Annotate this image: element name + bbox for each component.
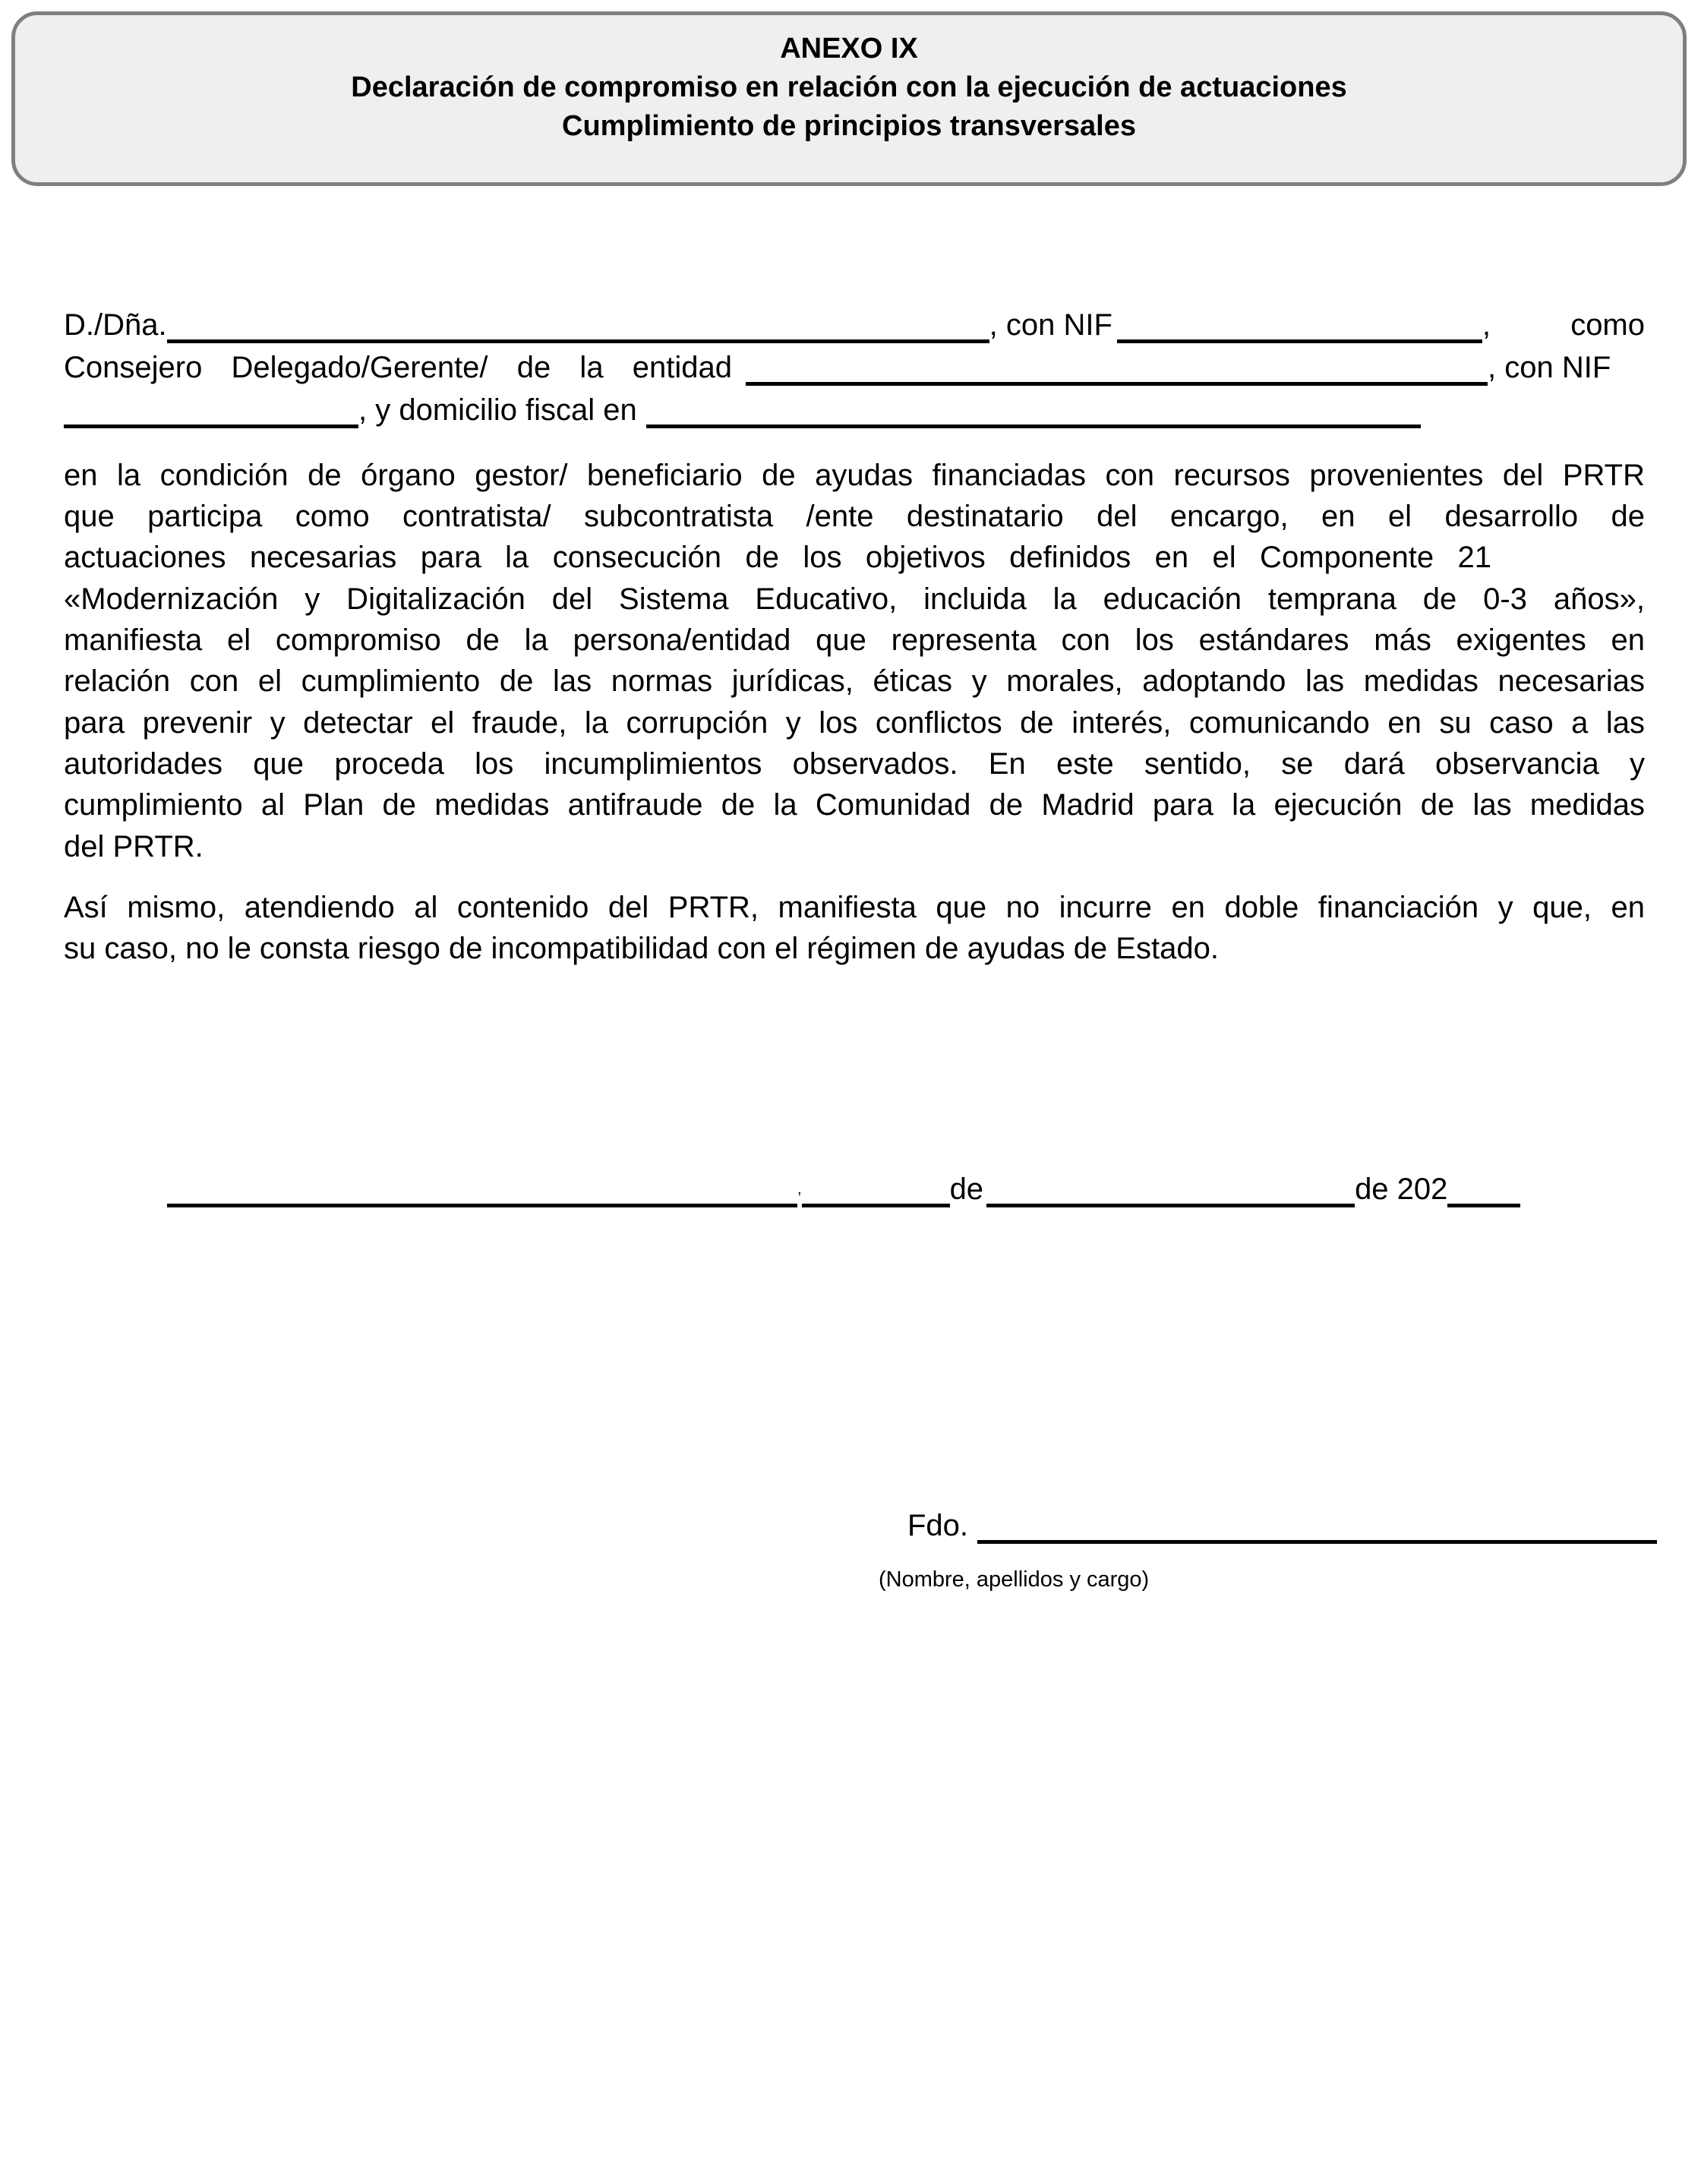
document-subtitle: Cumplimiento de principios transversales bbox=[562, 110, 1136, 142]
entity-field[interactable] bbox=[746, 352, 1488, 386]
paragraph-line: manifiesta el compromiso de la persona/entidad que representa con los estándares más exigentes en bbox=[64, 623, 1645, 657]
domicile-label: , y domicilio fiscal en bbox=[358, 393, 637, 427]
comma: , bbox=[1482, 308, 1491, 342]
paragraph-line: del PRTR. bbox=[64, 830, 204, 863]
paragraph-line: su caso, no le consta riesgo de incompatibilidad con el régimen de ayudas de Estado. bbox=[64, 932, 1219, 965]
paragraph-line: para prevenir y detectar el fraude, la corrupción y los conflictos de interés, comunicando en su caso a las bbox=[64, 706, 1645, 740]
name-label: D./Dña. bbox=[64, 308, 167, 342]
month-field[interactable] bbox=[986, 1173, 1355, 1207]
document-title: Declaración de compromiso en relación con la ejecución de actuaciones bbox=[351, 71, 1347, 103]
form-line-entity bbox=[64, 349, 1645, 386]
form-line-name bbox=[64, 307, 1645, 343]
paragraph-line: cumplimiento al Plan de medidas antifraude de la Comunidad de Madrid para la ejecución de las medidas bbox=[64, 788, 1645, 822]
entity-nif-field[interactable] bbox=[64, 394, 358, 428]
paragraph-line: relación con el cumplimiento de las normas jurídicas, éticas y morales, adoptando las medidas necesarias bbox=[64, 664, 1645, 698]
form-line-domicile bbox=[64, 392, 1645, 428]
paragraph-line: autoridades que proceda los incumplimientos observados. En este sentido, se dará observancia y bbox=[64, 747, 1645, 781]
signature-line bbox=[907, 1507, 1667, 1544]
paragraph-line: «Modernización y Digitalización del Sistema Educativo, incluida la educación temprana de 0-3 años», bbox=[64, 582, 1645, 616]
paragraph-line: en la condición de órgano gestor/ beneficiario de ayudas financiadas con recursos provenientes del PRTR bbox=[64, 459, 1645, 492]
day-field[interactable] bbox=[802, 1173, 950, 1207]
annex-header-box bbox=[11, 11, 1687, 186]
nif-field[interactable] bbox=[1117, 309, 1482, 343]
signature-caption: (Nombre, apellidos y cargo) bbox=[879, 1567, 1150, 1592]
como-label: como bbox=[1570, 308, 1645, 342]
year-field[interactable] bbox=[1447, 1173, 1520, 1207]
annex-number: ANEXO IX bbox=[780, 33, 918, 65]
comma: , bbox=[797, 1181, 802, 1198]
year-label: de 202 bbox=[1355, 1172, 1448, 1206]
paragraph-line: que participa como contratista/ subcontratista /ente destinatario del encargo, en el desarrollo de bbox=[64, 500, 1645, 533]
role-label: Consejero Delegado/Gerente/ de la entidad bbox=[64, 351, 732, 384]
paragraph-line: actuaciones necesarias para la consecución de los objetivos definidos en el Componente 21 bbox=[64, 541, 1491, 574]
de-label: de bbox=[949, 1172, 984, 1206]
paragraph-line: Así mismo, atendiendo al contenido del PRTR, manifiesta que no incurre en doble financiación y que, en bbox=[64, 891, 1645, 924]
place-date-line bbox=[167, 1171, 1542, 1207]
signature-field[interactable] bbox=[977, 1510, 1657, 1544]
nif-label: , con NIF bbox=[989, 308, 1112, 342]
domicile-field[interactable] bbox=[646, 394, 1421, 428]
name-field[interactable] bbox=[167, 309, 989, 343]
signature-label: Fdo. bbox=[907, 1509, 969, 1542]
entity-nif-label: , con NIF bbox=[1488, 351, 1611, 384]
place-field[interactable] bbox=[167, 1173, 797, 1207]
